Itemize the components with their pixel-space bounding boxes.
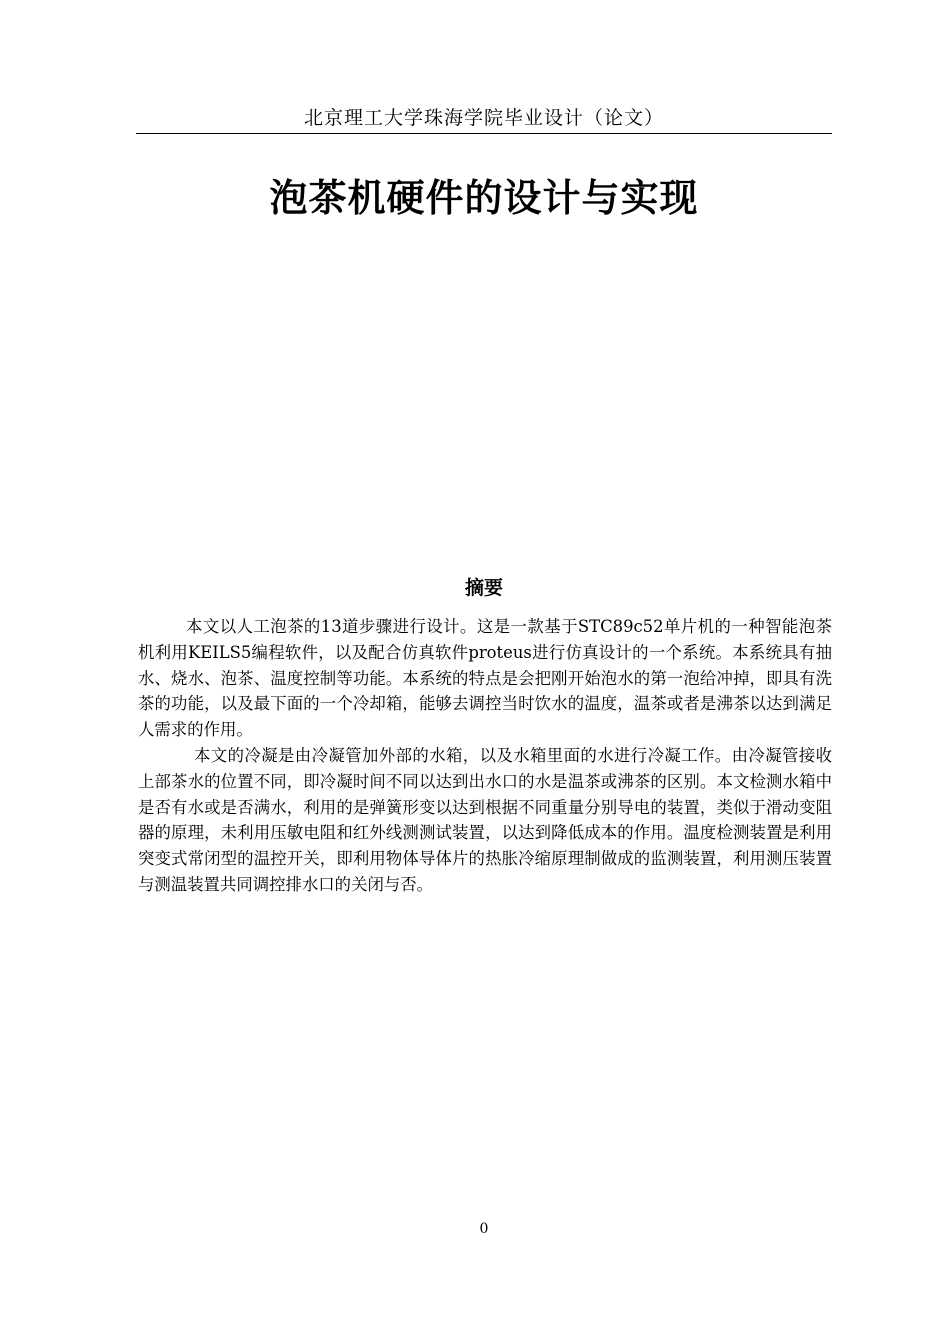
page-number: 0 [479, 1221, 489, 1237]
abstract-paragraph: 本文以人工泡茶的13道步骤进行设计。这是一款基于STC89c52单片机的一种智能泡茶机利用KEILS5编程软件，以及配合仿真软件proteus进行仿真设计的一个系统。本系统具有抽水、烧水、泡茶、温度控制等功能。本系统的特点是会把刚开始泡水的第一泡给冲掉，即具有洗茶的功能，以及最下面的一个冷却箱，能够去调控当时饮水的温度，温茶或者是沸茶以达到满足人需求的作用。 [138, 617, 832, 740]
running-header: 北京理工大学珠海学院毕业设计（论文） [303, 107, 664, 129]
abstract-heading: 摘要 [464, 577, 503, 599]
abstract-paragraph: 本文的冷凝是由冷凝管加外部的水箱，以及水箱里面的水进行冷凝工作。由冷凝管接收上部茶水的位置不同，即冷凝时间不同以达到出水口的水是温茶或沸茶的区别。本文检测水箱中是否有水或是否满水，利用的是弹簧形变以达到根据不同重量分别导电的装置，类似于滑动变阻器的原理，未利用压敏电阻和红外线测测试装置，以达到降低成本的作用。温度检测装置是利用突变式常闭型的温控开关，即利用物体导体片的热胀冷缩原理制做成的监测装置，利用测压装置与测温装置共同调控排水口的关闭与否。 [138, 745, 832, 894]
header-divider [136, 133, 832, 134]
abstract-body [138, 614, 832, 898]
document-title: 泡茶机硬件的设计与实现 [269, 176, 699, 220]
